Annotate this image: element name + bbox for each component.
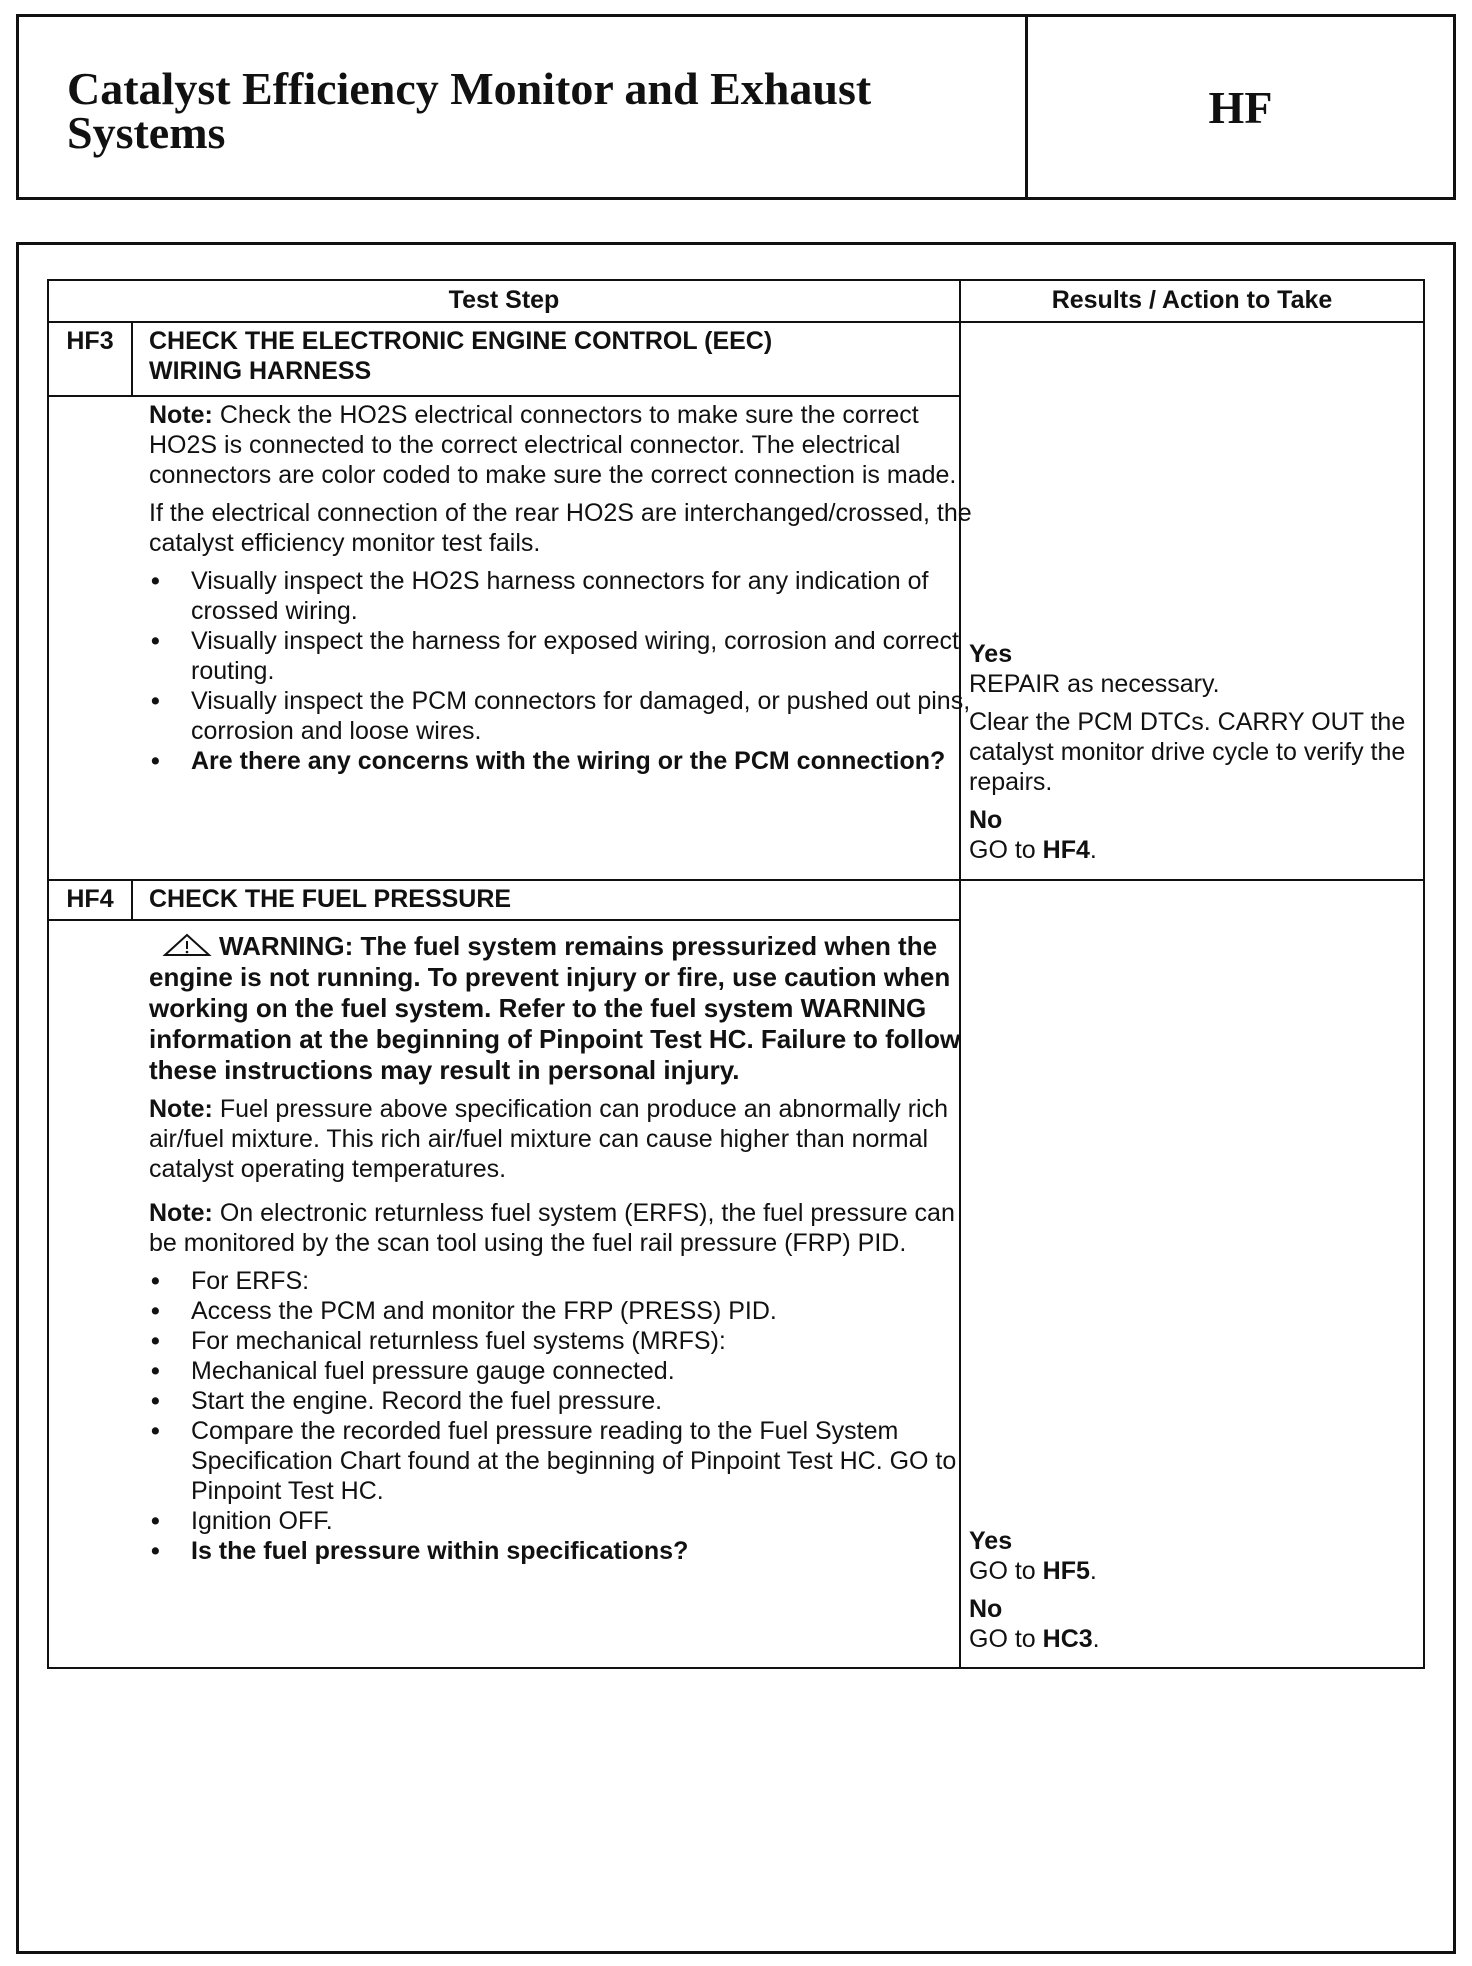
- yes-action-suffix: .: [1089, 1557, 1097, 1585]
- warning-text: WARNING: The fuel system remains pressurized when the engine is not running. To prevent injury or fire, use caution when working on the fuel system. Refer to the fuel system WARNING information at the beginning of Pinpoint Test HC. Failure to follow these instructions may result in personal injury.: [149, 931, 961, 1085]
- yes-action-prefix: GO to: [969, 1557, 1043, 1585]
- note-label: Note:: [149, 1199, 213, 1227]
- list-item: • Visually inspect the HO2S harness connectors for any indication of crossed wiring.: [149, 566, 979, 626]
- goto-step-link[interactable]: HF4: [1042, 836, 1090, 864]
- header-row-divider: [49, 321, 1423, 323]
- instruction-list: [149, 1266, 979, 1566]
- instruction-list: [149, 566, 979, 776]
- list-item: • Ignition OFF.: [149, 1506, 979, 1536]
- step-id-divider: [131, 321, 133, 395]
- yes-action: REPAIR as necessary.: [969, 670, 1220, 698]
- hf3-title-divider: [49, 395, 959, 397]
- action-hf3: [969, 639, 1421, 865]
- list-item: • Start the engine. Record the fuel pressure.: [149, 1386, 979, 1416]
- hf3-bottom-divider: [49, 879, 1423, 881]
- list-item: • Compare the recorded fuel pressure reading to the Fuel System Specification Chart found at the beginning of Pinpoint Test HC. GO to Pinpoint Test HC.: [149, 1416, 979, 1506]
- goto-step-link[interactable]: HF5: [1042, 1557, 1090, 1585]
- page-header: [16, 14, 1456, 200]
- note-text: Fuel pressure above specification can produce an abnormally rich air/fuel mixture. This rich air/fuel mixture can cause higher than normal catalyst operating temperatures.: [149, 1095, 949, 1183]
- list-item: • Visually inspect the PCM connectors for damaged, or pushed out pins, corrosion and loose wires.: [149, 686, 979, 746]
- no-action-suffix: .: [1092, 1625, 1100, 1653]
- question-item: • Are there any concerns with the wiring or the PCM connection?: [149, 746, 979, 776]
- step-content-hf4: [149, 931, 979, 1566]
- warning-paragraph: [149, 931, 979, 1086]
- no-label: No: [969, 1595, 1003, 1623]
- step-id-divider: [131, 879, 133, 919]
- column-header-results: Results / Action to Take: [1051, 286, 1333, 314]
- section-title: Catalyst Efficiency Monitor and Exhaust Systems: [67, 63, 872, 158]
- no-action: [969, 835, 1421, 865]
- warning-triangle-icon: [161, 933, 213, 957]
- section-code: HF: [1208, 81, 1273, 133]
- list-item: • For mechanical returnless fuel systems (MRFS):: [149, 1326, 979, 1356]
- question-item: • Is the fuel pressure within specifications?: [149, 1536, 979, 1566]
- list-item: • Mechanical fuel pressure gauge connected.: [149, 1356, 979, 1386]
- goto-step-link[interactable]: HC3: [1042, 1625, 1093, 1653]
- note-paragraph: [149, 1094, 979, 1184]
- no-action-prefix: GO to: [969, 1625, 1043, 1653]
- list-item: • For ERFS:: [149, 1266, 979, 1296]
- no-action-prefix: GO to: [969, 836, 1043, 864]
- yes-action: [969, 1556, 1421, 1586]
- note-paragraph: [149, 400, 979, 490]
- note-paragraph: [149, 1198, 979, 1258]
- note-text: Check the HO2S electrical connectors to make sure the correct HO2S is connected to the correct electrical connector. The electrical connectors are color coded to make sure the correct connection is made.: [149, 401, 957, 489]
- column-header-test-step: Test Step: [448, 286, 560, 314]
- step-content-hf3: [149, 400, 979, 776]
- yes-action-detail: Clear the PCM DTCs. CARRY OUT the catalyst monitor drive cycle to verify the repairs.: [969, 708, 1406, 796]
- no-action: [969, 1624, 1421, 1654]
- no-label: No: [969, 806, 1003, 834]
- yes-label: Yes: [969, 1527, 1013, 1555]
- yes-label: Yes: [969, 640, 1013, 668]
- test-step-table: [47, 279, 1425, 1669]
- note-label: Note:: [149, 1095, 213, 1123]
- list-item: • Visually inspect the harness for exposed wiring, corrosion and correct routing.: [149, 626, 979, 686]
- info-paragraph: If the electrical connection of the rear HO2S are interchanged/crossed, the catalyst efficiency monitor test fails.: [149, 499, 972, 557]
- step-id-hf4: HF4: [66, 885, 114, 913]
- step-title-hf4: CHECK THE FUEL PRESSURE: [149, 885, 512, 913]
- action-hf4: [969, 1526, 1421, 1654]
- note-label: Note:: [149, 401, 213, 429]
- step-id-hf3: HF3: [66, 327, 114, 355]
- no-action-suffix: .: [1089, 836, 1097, 864]
- list-item: • Access the PCM and monitor the FRP (PRESS) PID.: [149, 1296, 979, 1326]
- note-text: On electronic returnless fuel system (ERFS), the fuel pressure can be monitored by the scan tool using the fuel rail pressure (FRP) PID.: [149, 1199, 955, 1257]
- hf4-title-divider: [49, 919, 959, 921]
- step-title-hf3: CHECK THE ELECTRONIC ENGINE CONTROL (EEC) WIRING HARNESS: [149, 327, 773, 385]
